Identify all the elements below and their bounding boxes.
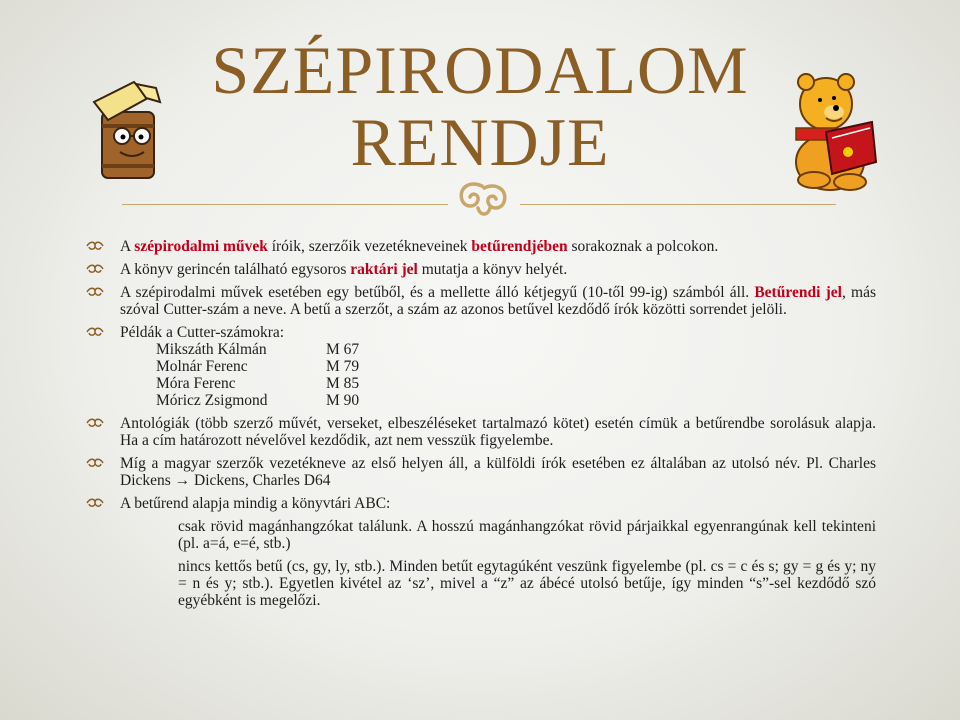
- list-item: [86, 284, 876, 318]
- author-name: Molnár Ferenc: [156, 358, 248, 375]
- text: , más szóval Cutter-szám a neve. A betű a szerzőt, a szám az azonos betűvel kezdődő írók közötti sorrendet jelöli.: [120, 284, 876, 318]
- cutter-code: M 67: [326, 341, 360, 358]
- highlight-text: raktári jel: [350, 261, 418, 278]
- sub-paragraph: csak rövid magánhangzókat találunk. A hosszú magánhangzókat rövid párjaikkal egyenrangúnak kell tekinteni (pl. a=á, e=é, stb.): [178, 518, 876, 552]
- list-item: [86, 324, 876, 409]
- list-item: [86, 261, 876, 278]
- bullet-flourish-icon: [86, 240, 104, 252]
- bullet-flourish-icon: [86, 417, 104, 429]
- bullet-flourish-icon: [86, 457, 104, 469]
- author-name: Móricz Zsigmond: [156, 392, 268, 409]
- bullet-flourish-icon: [86, 326, 104, 338]
- bullet-flourish-icon: [86, 263, 104, 275]
- cutter-code: M 85: [326, 375, 360, 392]
- author-name: Móra Ferenc: [156, 375, 236, 392]
- title-line-2: RENDJE: [350, 104, 610, 180]
- text: íróik, szerzőik vezetékneveinek: [267, 238, 472, 255]
- slide-title: [150, 34, 810, 178]
- text: A: [120, 238, 135, 255]
- highlight-text: szépirodalmi művek: [134, 238, 268, 255]
- examples-intro: Példák a Cutter-számokra:: [120, 324, 285, 341]
- text: A könyv gerincén található egysoros: [120, 261, 351, 278]
- divider-left: [122, 204, 448, 205]
- text: A szépirodalmi művek esetében egy betűből, és a mellette álló kétjegyű (10-től 99-ig) számból áll.: [120, 284, 755, 301]
- text: Míg a magyar szerzők vezetékneve az első helyen áll, a külföldi írók esetében ez általában az utolsó név. Pl. Charles Dickens → Dickens, Charles D64: [120, 455, 876, 489]
- highlight-text: Betűrendi jel: [754, 284, 842, 301]
- text: mutatja a könyv helyét.: [417, 261, 568, 278]
- title-line-1: SZÉPIRODALOM: [211, 32, 749, 108]
- flourish-ornament-icon: [452, 178, 516, 222]
- text: sorakoznak a polcokon.: [567, 238, 719, 255]
- list-item: [86, 238, 876, 255]
- sub-paragraph: nincs kettős betű (cs, gy, ly, stb.). Minden betűt egytagúként veszünk figyelembe (pl. cs = c és s; gy = g és y; ny = n és y; stb.). Egyetlen kivétel az ‘sz’, mivel a “z” az ábécé utolsó betűje, így minden “s”-sel kezdődő szó egyébként is megelőzi.: [178, 558, 876, 609]
- divider-right: [520, 204, 836, 205]
- cutter-code: M 79: [326, 358, 360, 375]
- highlight-text: betűrendjében: [471, 238, 568, 255]
- cutter-code: M 90: [326, 392, 360, 409]
- example-row: [120, 358, 876, 375]
- bullet-flourish-icon: [86, 286, 104, 298]
- book-with-glasses-icon: [86, 72, 176, 184]
- slide-body: [86, 238, 876, 615]
- list-item: [86, 455, 876, 489]
- list-item: [86, 415, 876, 449]
- bullet-flourish-icon: [86, 497, 104, 509]
- author-name: Mikszáth Kálmán: [156, 341, 267, 358]
- text: A betűrend alapja mindig a könyvtári ABC:: [120, 495, 391, 512]
- example-row: [120, 341, 876, 358]
- example-row: [120, 375, 876, 392]
- list-item: [86, 495, 876, 512]
- text: Antológiák (több szerző művét, verseket, elbeszéléseket tartalmazó kötet) esetén címük a betűrendbe sorolásuk alapja. Ha a cím határozott névelővel kezdődik, azt nem vesszük figyelembe.: [120, 415, 876, 449]
- winnie-the-pooh-reading-icon: [786, 70, 882, 194]
- example-row: [120, 392, 876, 409]
